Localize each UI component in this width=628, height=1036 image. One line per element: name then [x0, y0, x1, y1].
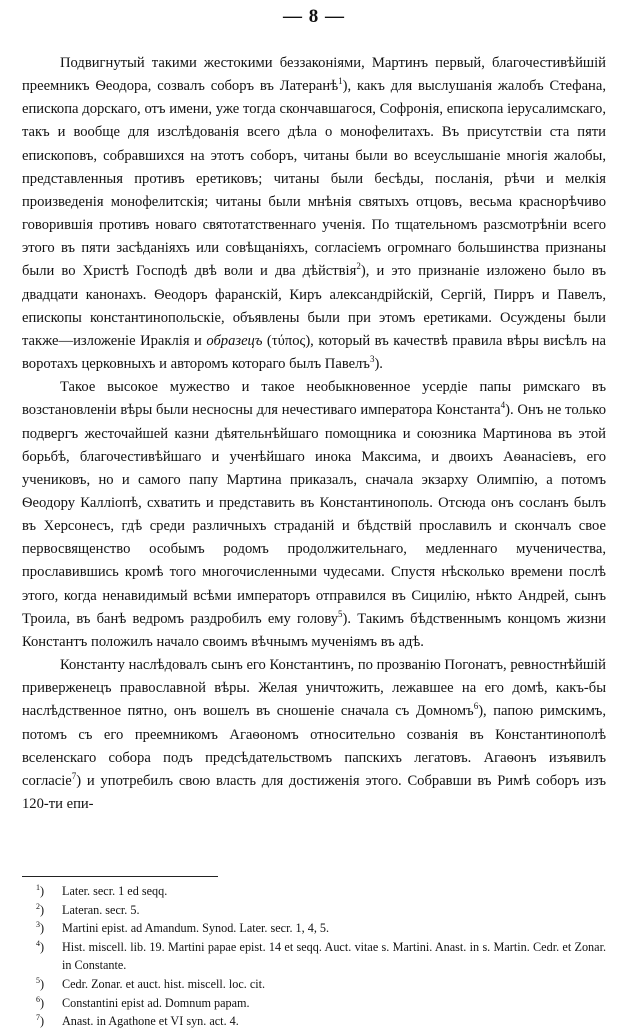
paragraph-text: ), какъ для выслушанія жалобъ Стефана, епископа дорскаго, отъ имени, уже тогда скончавшагося, Софронія, епископа іерусалимскаго, такъ и вообще для изслѣдованія всего дѣла о монофелитахъ. Въ присутствіи ста пяти епископовъ, собравшихся на этотъ соборъ, читаны были во всеуслышаніе многія жалобы, представленныя противъ еретиковъ; читаны были бесѣды, посланія, рѣчи и мелкія произведенія монофелитскія; читаны были мнѣнія святыхъ отцовъ, весьма краснорѣчиво говорившія противъ новаго святотатственнаго ученія. По тщательномъ разсмотрѣніи всего этого въ пяти засѣданіяхъ или совѣщаніяхъ, согласіемъ огромнаго большинства признаны были во Христѣ Господѣ двѣ воли и два дѣйствія	[22, 78, 606, 280]
footnote-ref: 2	[356, 261, 361, 272]
footnote-number: 4	[36, 938, 40, 948]
footnote-text: Anast. in Agathone et VI syn. act. 4.	[62, 1014, 239, 1029]
footnotes	[22, 882, 606, 1031]
footnote-item: $^4$) Hist. miscell. lib. 19. Martini papae epist. 14 et seqq. Auct. vitae s. Martini. Anast. in s. Martin. Cedr. et Zonar. in Constante.	[36, 938, 606, 973]
footnote-number: 1	[36, 882, 40, 892]
footnote-ref: 7	[71, 770, 77, 781]
paragraph-text: ), и это признаніе изложено было въ двадцати канонахъ. Ѳеодоръ фаранскій, Киръ александрійскій, Сергій, Пирръ и Павелъ, епископы константинопольскіе, объявлены были при этомъ еретиками. Осуждены были также—изложеніе Ираклія и	[22, 263, 606, 349]
footnote-item: $^6$) Constantini epist ad. Domnum papam.	[36, 994, 250, 1010]
footnote-ref: 5	[338, 608, 343, 619]
footnote-item: $^5$) Cedr. Zonar. et auct. hist. miscell. loc. cit.	[36, 975, 266, 991]
emphasized-term: образецъ	[206, 332, 263, 349]
footnote-item: $^7$) Anast. in Agathone et VI syn. act. 4.	[36, 1013, 239, 1029]
paragraph-text: Подвигнутый такими жестокими беззаконіями, Мартинъ первый, благочестивѣйшій преемникъ Ѳеодора, созвалъ соборъ въ Латеранѣ	[22, 55, 606, 95]
paragraph-text: ), папою римскимъ, потомъ съ его преемникомъ Агаѳономъ относительно созванія въ Константинополѣ вселенскаго собора подъ предсѣдательствомъ папскихъ легатовъ. Агаѳонъ изъявилъ согласіе	[22, 703, 606, 789]
footnote-number: 7	[36, 1013, 40, 1023]
footnote-text: Constantini epist ad. Domnum papam.	[62, 995, 250, 1010]
footnote-ref: 4	[500, 400, 506, 411]
footnote-text: Later. secr. 1 ed seqq.	[62, 884, 168, 898]
footnote-number: 3	[36, 920, 40, 930]
footnote-number: 6	[36, 994, 40, 1004]
footnote-ref: 1	[338, 76, 343, 87]
paragraph-text: Константу наслѣдовалъ сынъ его Константинъ, по прозванію Погонатъ, ревностнѣйшій приверженецъ православной вѣры. Желая уничтожить, лежавшее на его домѣ, какъ-бы наслѣдственное пятно, онъ вошелъ въ сношеніе сначала съ Домномъ	[22, 657, 606, 720]
paragraph-2	[22, 376, 606, 654]
paragraph-text: ). Такимъ бѣдственнымъ концомъ жизни Константъ положилъ начало своимъ вѣчнымъ мученіямъ въ адѣ.	[22, 610, 606, 650]
footnote-text: Lateran. secr. 5.	[62, 902, 140, 917]
footnote-item: $^1$) Later. secr. 1 ed seqq.	[36, 882, 168, 898]
page-number: — 8 —	[283, 6, 345, 27]
paragraph-text: ).	[374, 356, 383, 373]
paragraph-1	[22, 52, 606, 376]
footnote-text: Martini epist. ad Amandum. Synod. Later. secr. 1, 4, 5.	[62, 921, 330, 936]
paragraph-text: ) и употребилъ свою власть для достиженія этого. Собравши въ Римѣ соборъ изъ 120-ти епи-	[22, 772, 606, 812]
footnote-ref: 6	[473, 701, 479, 712]
paragraph-text: Такое высокое мужество и такое необыкновенное усердіе папы римскаго въ возстановленіи вѣры были несносны для нечестиваго императора Константа	[22, 379, 606, 419]
footnote-item: $^2$) Lateran. secr. 5.	[36, 901, 140, 917]
paragraph-text: ). Онъ не только подвергъ жесточайшей казни дѣятельнѣйшаго помощника и союзника Мартинова въ этой борьбѣ, благочестивѣйшаго и ученѣйшаго инока Максима, и двоихъ Аѳанасіевъ, его учениковъ, но и самого папу Мартина приказалъ, сначала экзарху Олимпію, а потомъ Ѳеодору Калліопѣ, схватить и представить въ Константинополь. Отсюда онъ сосланъ былъ въ Херсонесъ, гдѣ среди различныхъ страданій и бѣдствій прославилъ и скончалъ свое первосвященство особымъ родомъ продолжительнаго, медленнаго мученичества, прославившись кромѣ того многочисленными чудесами. Спустя нѣсколько времени послѣ этого, когда ненавидимый всѣми императоръ отправился въ Сицилію, нѣкто Андрей, сынъ Троила, въ банѣ ведромъ раздробилъ ему голову	[22, 402, 607, 627]
footnote-number: 2	[36, 901, 40, 911]
footnote-text: Hist. miscell. lib. 19. Martini papae epist. 14 et seqq. Auct. vitae s. Martini. Anast. in s. Martin. Cedr. et Zonar. in Constante.	[62, 939, 606, 973]
paragraph-3	[22, 654, 606, 816]
footnote-ref: 3	[369, 354, 375, 365]
footnote-text: Cedr. Zonar. et auct. hist. miscell. loc. cit.	[62, 976, 266, 991]
footnote-item: $^3$) Martini epist. ad Amandum. Synod. Later. secr. 1, 4, 5.	[36, 920, 330, 936]
paragraph-text: (τύπος), который въ качествѣ правила вѣры висѣлъ на воротахъ церковныхъ и авторомъ котораго былъ Павелъ	[22, 332, 607, 373]
footnote-divider	[22, 876, 218, 877]
footnote-number: 5	[36, 975, 40, 985]
body-text	[22, 52, 606, 816]
